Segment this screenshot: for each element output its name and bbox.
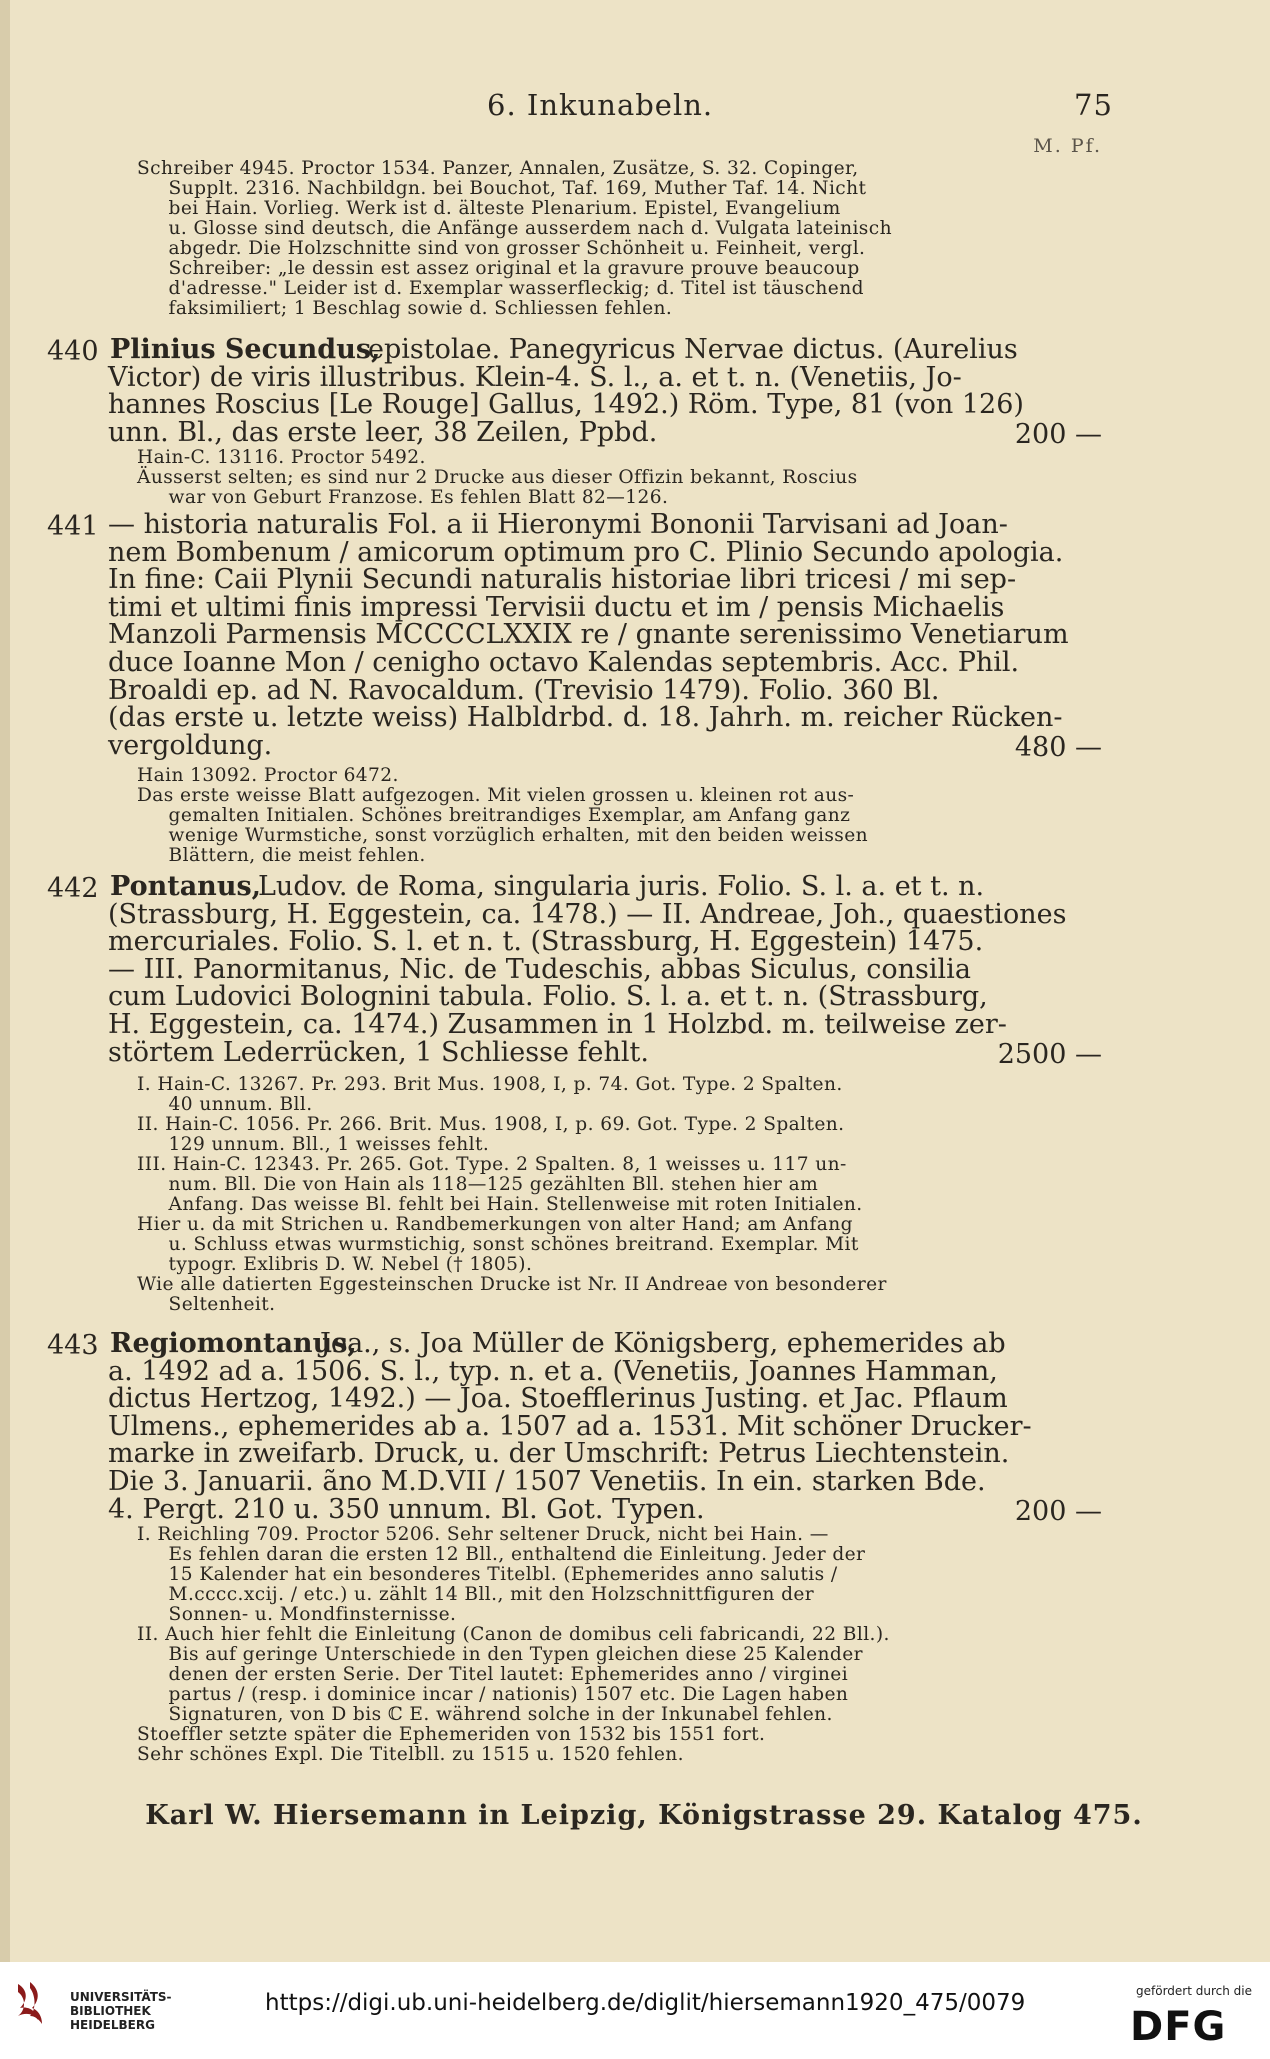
dfg-logo: DFG (1130, 2004, 1227, 2050)
entry-text: Ludov. de Roma, singularia juris. Folio. S. l. a. et t. n. (Strassburg, H. Eggestein, ca. 1478.) — II. Andreae, Joh., quaestiones mercuriales. Folio. S. l. et n. t. (Strassburg, H. Eggestein) 1475. — III. Panormitanus, Nic. de Tudeschis, abbas Siculus, consilia cum Ludovici Bolognini tabula. Folio. S. l. a. et t. n. (Strassburg, H. Eggestein, ca. 1474.) Zusammen in 1 Holzbd. m. teilweise zer- störtem Lederrücken, 1 Schliesse fehlt. (108, 871, 1067, 1068)
entry-notes: I. Hain-C. 13267. Pr. 293. Brit Mus. 1908, I, p. 74. Got. Type. 2 Spalten. 40 unnum. Bll. II. Hain-C. 1056. Pr. 266. Brit. Mus. 1908, I, p. 69. Got. Type. 2 Spalten. 129 unnum. Bll., 1 weisses fehlt. III. Hain-C. 12343. Pr. 265. Got. Type. 2 Spalten. 8, 1 weisses u. 117 un- num. Bll. Die von Hain als 118—125 gezählten Bll. stehen hier am Anfang. Das weisse Bl. fehlt bei Hain. Stellenweise mit roten Initialen. Hier u. da mit Strichen u. Randbemerkungen von alter Hand; am Anfang u. Schluss etwas wurmstichig, sonst schönes breitrand. Exemplar. Mit typogr. Exlibris D. W. Nebel († 1805). Wie alle datierten Eggesteinschen Drucke ist Nr. II Andreae von besonderer Seltenheit. (137, 1074, 887, 1315)
entry-author: Regiomontanus, (110, 1328, 357, 1359)
funder-caption: gefördert durch die (1136, 1984, 1252, 1998)
entry-price: 2500 — (997, 1039, 1102, 1070)
entry-text: epistolae. Panegyricus Nervae dictus. (Aurelius Victor) de viris illustribus. Klein-4. S. l., a. et t. n. (Venetiis, Jo- hannes Roscius [Le Rouge] Gallus, 1492.) Röm. Type, 81 (von 126) unn. Bl., das erste leer, 38 Zeilen, Ppbd. (108, 334, 1024, 448)
university-seal-icon (14, 1980, 44, 2028)
entry-number: 440 (47, 336, 99, 367)
page-header-title: 6. Inkunabeln. (487, 88, 714, 122)
entry-price: 200 — (1014, 419, 1102, 450)
entry-text: Joa., s. Joa Müller de Königsberg, ephemerides ab a. 1492 ad a. 1506. S. l., typ. n. et a. (Venetiis, Joannes Hamman, dictus Hertzog, 1492.) — Joa. Stoefflerinus Justing. et Jac. Pflaum Ulmens., ephemerides ab a. 1507 ad a. 1531. Mit schöner Drucker- marke in zweifarb. Druck, u. der Umschrift: Petrus Liechtenstein. Die 3. Januarii. ãno M.D.VII / 1507 Venetiis. In ein. starken Bde. 4. Pergt. 210 u. 350 unnum. Bl. Got. Typen. (108, 1328, 1032, 1525)
catalog-footer: Karl W. Hiersemann in Leipzig, Königstrasse 29. Katalog 475. (145, 1800, 1143, 1831)
entry-author: Pontanus, (110, 871, 262, 902)
entry-notes: Hain-C. 13116. Proctor 5492. Äusserst selten; es sind nur 2 Drucke aus dieser Offizin bekannt, Roscius war von Geburt Franzose. Es fehlen Blatt 82—126. (137, 447, 858, 508)
library-name: UNIVERSITÄTS- BIBLIOTHEK HEIDELBERG (70, 1990, 172, 2032)
carryover-notes: Schreiber 4945. Proctor 1534. Panzer, Annalen, Zusätze, S. 32. Copinger, Supplt. 2316. Nachbildgn. bei Bouchot, Taf. 169, Muther Taf. 14. Nicht bei Hain. Vorlieg. Werk ist d. älteste Plenarium. Epistel, Evangelium u. Glosse sind deutsch, die Anfänge ausserdem nach d. Vulgata lateinisch abgedr. Die Holzschnitte sind von grosser Schönheit u. Feinheit, vergl. Schreiber: „le dessin est assez original et la gravure prouve beaucoup d'adresse." Leider ist d. Exemplar wasserfleckig; d. Titel ist täuschend faksimiliert; 1 Beschlag sowie d. Schliessen fehlen. (137, 158, 892, 319)
entry-notes: Hain 13092. Proctor 6472. Das erste weisse Blatt aufgezogen. Mit vielen grossen u. kleinen rot aus- gemalten Initialen. Schönes breitrandiges Exemplar, am Anfang ganz wenige Wurmstiche, sonst vorzüglich erhalten, mit den beiden weissen Blättern, die meist fehlen. (137, 765, 869, 866)
entry-price: 480 — (1014, 732, 1102, 763)
entry-price: 200 — (1014, 1496, 1102, 1527)
page-number: 75 (1074, 88, 1113, 122)
margin-mark: M. Pf. (1033, 135, 1102, 157)
permalink-url[interactable]: https://digi.ub.uni-heidelberg.de/diglit/hiersemann1920_475/0079 (265, 1990, 1026, 2016)
entry-number: 442 (47, 873, 99, 904)
entry-number: 441 (47, 511, 99, 542)
entry-notes: I. Reichling 709. Proctor 5206. Sehr seltener Druck, nicht bei Hain. — Es fehlen daran die ersten 12 Bll., enthaltend die Einleitung. Jeder der 15 Kalender hat ein besonderes Titelbl. (Ephemerides anno salutis / M.cccc.xcij. / etc.) u. zählt 14 Bll., mit den Holzschnittfiguren der Sonnen- u. Mondfinsternisse. II. Auch hier fehlt die Einleitung (Canon de domibus celi fabricandi, 22 Bll.). Bis auf geringe Unterschiede in den Typen gleichen diese 25 Kalender denen der ersten Serie. Der Titel lautet: Ephemerides anno / virginei partus / (resp. i dominice incar / nationis) 1507 etc. Die Lagen haben Signaturen, von D bis ℂ E. während solche in der Inkunabel fehlen. Stoeffler setzte später die Ephemeriden von 1532 bis 1551 fort. Sehr schönes Expl. Die Titelbll. zu 1515 u. 1520 fehlen. (137, 1524, 890, 1765)
entry-text: — historia naturalis Fol. a ii Hieronymi Bononii Tarvisani ad Joan- nem Bombenum / amicorum optimum pro C. Plinio Secundo apologia. In fine: Caii Plynii Secundi naturalis historiae libri tricesi / mi sep- timi et ultimi finis impressi Tervisii ductu et im / pensis Michaelis Manzoli Parmensis MCCCCLXXIX re / gnante serenissimo Venetiarum duce Ioanne Mon / cenigho octavo Kalendas septembris. Acc. Phil. Broaldi ep. ad N. Ravocaldum. (Trevisio 1479). Folio. 360 Bl. (das erste u. letzte weiss) Halbldrbd. d. 18. Jahrh. m. reicher Rücken- vergoldung. (108, 509, 1069, 761)
entry-number: 443 (47, 1330, 99, 1361)
entry-author: Plinius Secundus, (110, 334, 381, 365)
